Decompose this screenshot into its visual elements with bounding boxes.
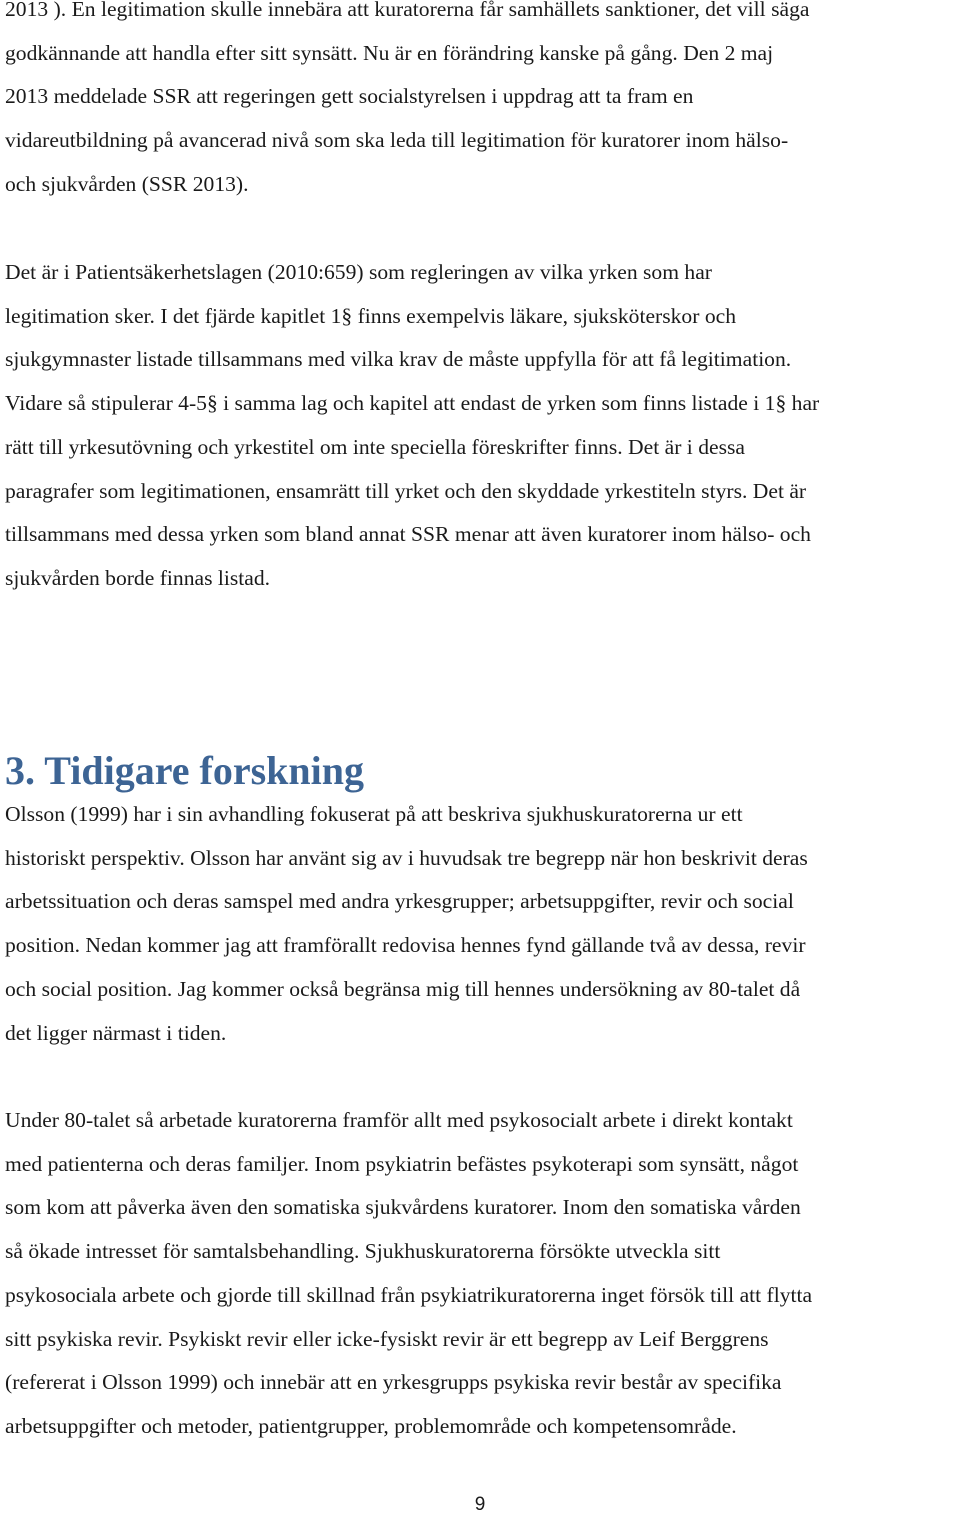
text-line: (refererat i Olsson 1999) och innebär att en yrkesgrupps psykiska revir består av specifika (5, 1370, 782, 1395)
text-line: som kom att påverka även den somatiska sjukvårdens kuratorer. Inom den somatiska vården (5, 1195, 801, 1220)
text-line: och sjukvården (SSR 2013). (5, 171, 249, 196)
paragraph-olsson-1999 (5, 793, 960, 1055)
text-line: psykosociala arbete och gjorde till skillnad från psykiatrikuratorerna inget försök till att flytta (5, 1282, 813, 1307)
text-line: sjukgymnaster listade tillsammans med vilka krav de måste uppfylla för att få legitimation. (5, 347, 792, 372)
text-line: 2013 meddelade SSR att regeringen gett socialstyrelsen i uppdrag att ta fram en (5, 84, 694, 109)
text-line: tillsammans med dessa yrken som bland annat SSR menar att även kuratorer inom hälso- och (5, 522, 811, 547)
text-line: sitt psykiska revir. Psykiskt revir eller icke-fysiskt revir är ett begrepp av Leif Berggrens (5, 1326, 769, 1351)
text-line: arbetsuppgifter och metoder, patientgrupper, problemområde och kompetensområde. (5, 1413, 737, 1438)
paragraph-patientsakerhetslagen (5, 251, 960, 601)
text-line: arbetssituation och deras samspel med andra yrkesgrupper; arbetsuppgifter, revir och social (5, 889, 794, 914)
text-line: position. Nedan kommer jag att framförallt redovisa hennes fynd gällande två av dessa, revir (5, 933, 806, 958)
section-heading: 3. Tidigare forskning (5, 748, 364, 793)
paragraph-80-talet (5, 1099, 960, 1449)
page-number: 9 (474, 1494, 486, 1515)
text-line: godkännande att handla efter sitt synsätt. Nu är en förändring kanske på gång. Den 2 maj (5, 40, 774, 65)
text-line: med patienterna och deras familjer. Inom psykiatrin befästes psykoterapi som synsätt, något (5, 1151, 799, 1176)
text-line: Det är i Patientsäkerhetslagen (2010:659) som regleringen av vilka yrken som har (5, 260, 712, 284)
text-line: paragrafer som legitimationen, ensamrätt till yrket och den skyddade yrkestiteln styrs. Det är (5, 478, 807, 503)
text-line: det ligger närmast i tiden. (5, 1020, 227, 1045)
text-line: Olsson (1999) har i sin avhandling fokuserat på att beskriva sjukhuskuratorerna ur ett (5, 802, 743, 826)
text-line: legitimation sker. I det fjärde kapitlet 1§ finns exempelvis läkare, sjuksköterskor och (5, 303, 736, 328)
paragraph-legitimation-intro (5, 0, 960, 207)
text-line: och social position. Jag kommer också begränsa mig till hennes undersökning av 80-talet då (5, 976, 801, 1001)
text-line: Under 80-talet så arbetade kuratorerna framför allt med psykosocialt arbete i direkt kontakt (5, 1108, 793, 1132)
text-line: sjukvården borde finnas listad. (5, 565, 271, 590)
text-line: vidareutbildning på avancerad nivå som ska leda till legitimation för kuratorer inom hälso- (5, 128, 789, 153)
text-line: historiskt perspektiv. Olsson har använt sig av i huvudsak tre begrepp när hon beskrivit deras (5, 845, 808, 870)
text-line: så ökade intresset för samtalsbehandling. Sjukhuskuratorerna försökte utveckla sitt (5, 1239, 721, 1264)
text-line: Vidare så stipulerar 4-5§ i samma lag och kapitel att endast de yrken som finns listade i 1§ har (5, 391, 820, 416)
text-line: 2013 ). En legitimation skulle innebära att kuratorerna får samhällets sanktioner, det vill säga (5, 0, 810, 21)
text-line: rätt till yrkesutövning och yrkestitel om inte speciella föreskrifter finns. Det är i dessa (5, 434, 745, 459)
